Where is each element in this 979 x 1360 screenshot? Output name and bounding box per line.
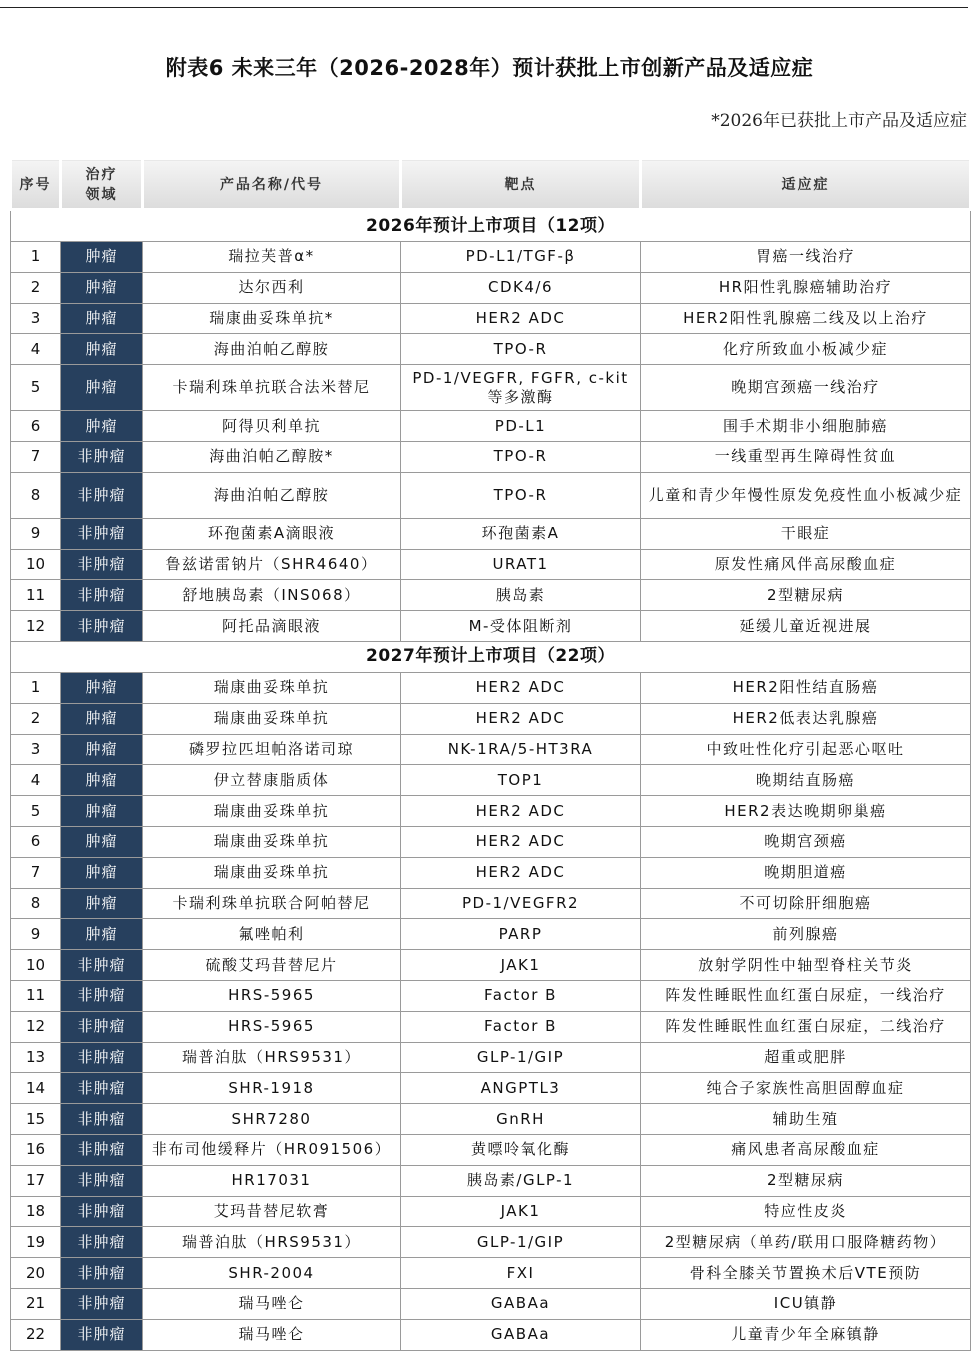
- product-name: 海曲泊帕乙醇胺*: [143, 441, 401, 472]
- indication: 化疗所致血小板减少症: [641, 334, 971, 365]
- target: 胰岛素/GLP-1: [401, 1165, 641, 1196]
- approved-note: *2026年已获批上市产品及适应症: [711, 111, 967, 131]
- indication: 阵发性睡眠性血红蛋白尿症，二线治疗: [641, 1011, 971, 1042]
- indication: ICU镇静: [641, 1288, 971, 1319]
- table-row: [11, 888, 971, 919]
- indication: 2型糖尿病（单药/联用口服降糖药物）: [641, 1227, 971, 1258]
- therapeutic-area: 肿瘤: [61, 888, 143, 919]
- header-area-line2: 领域: [85, 187, 118, 203]
- target: NK-1RA/5-HT3RA: [401, 734, 641, 765]
- indication: 痛风患者高尿酸血症: [641, 1134, 971, 1165]
- product-name: 硫酸艾玛昔替尼片: [143, 950, 401, 981]
- therapeutic-area: 非肿瘤: [61, 1288, 143, 1319]
- product-name: 瑞普泊肽（HRS9531）: [143, 1042, 401, 1073]
- therapeutic-area: 非肿瘤: [61, 1319, 143, 1350]
- indication: 阵发性睡眠性血红蛋白尿症，一线治疗: [641, 980, 971, 1011]
- indication: HER2低表达乳腺癌: [641, 703, 971, 734]
- row-index: 1: [11, 672, 61, 703]
- product-name: 瑞康曲妥珠单抗: [143, 796, 401, 827]
- row-index: 14: [11, 1073, 61, 1104]
- row-index: 11: [11, 580, 61, 611]
- therapeutic-area: 非肿瘤: [61, 1011, 143, 1042]
- target: GABAa: [401, 1319, 641, 1350]
- row-index: 6: [11, 411, 61, 442]
- target: GnRH: [401, 1104, 641, 1135]
- row-index: 9: [11, 518, 61, 549]
- indication: 延缓儿童近视进展: [641, 611, 971, 642]
- indication: 前列腺癌: [641, 919, 971, 950]
- product-name: 瑞康曲妥珠单抗: [143, 672, 401, 703]
- table-row: [11, 1134, 971, 1165]
- product-name: 瑞康曲妥珠单抗: [143, 857, 401, 888]
- therapeutic-area: 肿瘤: [61, 703, 143, 734]
- product-name: SHR-1918: [143, 1073, 401, 1104]
- indication: 2型糖尿病: [641, 1165, 971, 1196]
- indication: 晚期宫颈癌: [641, 826, 971, 857]
- indication: 晚期结直肠癌: [641, 765, 971, 796]
- row-index: 19: [11, 1227, 61, 1258]
- target: PD-L1: [401, 411, 641, 442]
- therapeutic-area: 非肿瘤: [61, 1042, 143, 1073]
- product-name: 卡瑞利珠单抗联合法米替尼: [143, 365, 401, 411]
- section-header-row: [11, 210, 971, 242]
- row-index: 13: [11, 1042, 61, 1073]
- table-row: [11, 303, 971, 334]
- target: M-受体阻断剂: [401, 611, 641, 642]
- row-index: 3: [11, 734, 61, 765]
- header-area-line1: 治疗: [85, 167, 118, 183]
- target: PD-1/VEGFR2: [401, 888, 641, 919]
- indication: 特应性皮炎: [641, 1196, 971, 1227]
- indication: 晚期胆道癌: [641, 857, 971, 888]
- table-row: [11, 272, 971, 303]
- section-header-row: [11, 641, 971, 672]
- indication: 放射学阴性中轴型脊柱关节炎: [641, 950, 971, 981]
- indication: 原发性痛风伴高尿酸血症: [641, 549, 971, 580]
- therapeutic-area: 肿瘤: [61, 734, 143, 765]
- therapeutic-area: 非肿瘤: [61, 1196, 143, 1227]
- row-index: 4: [11, 334, 61, 365]
- therapeutic-area: 非肿瘤: [61, 1134, 143, 1165]
- target: PD-1/VEGFR, FGFR, c-kit等多激酶: [401, 365, 641, 411]
- therapeutic-area: 非肿瘤: [61, 518, 143, 549]
- product-table: [9, 157, 972, 1351]
- indication: HER2阳性乳腺癌二线及以上治疗: [641, 303, 971, 334]
- therapeutic-area: 肿瘤: [61, 365, 143, 411]
- table-row: [11, 734, 971, 765]
- target: Factor B: [401, 980, 641, 1011]
- product-name: 瑞康曲妥珠单抗: [143, 826, 401, 857]
- indication: 辅助生殖: [641, 1104, 971, 1135]
- therapeutic-area: 非肿瘤: [61, 1227, 143, 1258]
- target: 黄嘌呤氧化酶: [401, 1134, 641, 1165]
- table-row: [11, 1196, 971, 1227]
- table-row: [11, 1073, 971, 1104]
- table-row: [11, 1258, 971, 1289]
- table-row: [11, 826, 971, 857]
- target: CDK4/6: [401, 272, 641, 303]
- product-name: 卡瑞利珠单抗联合阿帕替尼: [143, 888, 401, 919]
- therapeutic-area: 非肿瘤: [61, 441, 143, 472]
- therapeutic-area: 肿瘤: [61, 303, 143, 334]
- target: PARP: [401, 919, 641, 950]
- therapeutic-area: 肿瘤: [61, 796, 143, 827]
- target: TPO-R: [401, 441, 641, 472]
- product-name: 瑞马唑仑: [143, 1319, 401, 1350]
- target: FXI: [401, 1258, 641, 1289]
- target: HER2 ADC: [401, 826, 641, 857]
- table-row: [11, 1227, 971, 1258]
- row-index: 6: [11, 826, 61, 857]
- product-name: 瑞康曲妥珠单抗: [143, 703, 401, 734]
- indication: 不可切除肝细胞癌: [641, 888, 971, 919]
- target: GLP-1/GIP: [401, 1227, 641, 1258]
- product-name: 伊立替康脂质体: [143, 765, 401, 796]
- target: 环孢菌素A: [401, 518, 641, 549]
- table-row: [11, 411, 971, 442]
- section-title: 2027年预计上市项目（22项）: [11, 641, 971, 672]
- target: GLP-1/GIP: [401, 1042, 641, 1073]
- row-index: 7: [11, 441, 61, 472]
- row-index: 10: [11, 549, 61, 580]
- product-name: 达尔西利: [143, 272, 401, 303]
- indication: 一线重型再生障碍性贫血: [641, 441, 971, 472]
- table-header-row: [11, 159, 971, 210]
- indication: 儿童青少年全麻镇静: [641, 1319, 971, 1350]
- therapeutic-area: 肿瘤: [61, 334, 143, 365]
- row-index: 5: [11, 796, 61, 827]
- table-row: [11, 549, 971, 580]
- product-name: 鲁兹诺雷钠片（SHR4640）: [143, 549, 401, 580]
- table-row: [11, 950, 971, 981]
- therapeutic-area: 非肿瘤: [61, 1258, 143, 1289]
- table-row: [11, 334, 971, 365]
- product-name: 环孢菌素A滴眼液: [143, 518, 401, 549]
- table-row: [11, 1011, 971, 1042]
- indication: 干眼症: [641, 518, 971, 549]
- therapeutic-area: 非肿瘤: [61, 611, 143, 642]
- target: PD-L1/TGF-β: [401, 242, 641, 273]
- product-name: SHR-2004: [143, 1258, 401, 1289]
- therapeutic-area: 非肿瘤: [61, 549, 143, 580]
- row-index: 20: [11, 1258, 61, 1289]
- row-index: 10: [11, 950, 61, 981]
- table-row: [11, 703, 971, 734]
- target: HER2 ADC: [401, 796, 641, 827]
- row-index: 12: [11, 611, 61, 642]
- table-row: [11, 611, 971, 642]
- table-row: [11, 441, 971, 472]
- row-index: 8: [11, 888, 61, 919]
- target: HER2 ADC: [401, 857, 641, 888]
- target: HER2 ADC: [401, 303, 641, 334]
- therapeutic-area: 肿瘤: [61, 919, 143, 950]
- product-name: 阿得贝利单抗: [143, 411, 401, 442]
- therapeutic-area: 肿瘤: [61, 411, 143, 442]
- therapeutic-area: 肿瘤: [61, 272, 143, 303]
- product-name: 瑞拉芙普α*: [143, 242, 401, 273]
- product-name: 海曲泊帕乙醇胺: [143, 334, 401, 365]
- therapeutic-area: 非肿瘤: [61, 950, 143, 981]
- product-name: HR17031: [143, 1165, 401, 1196]
- section-title: 2026年预计上市项目（12项）: [11, 210, 971, 242]
- row-index: 21: [11, 1288, 61, 1319]
- therapeutic-area: 肿瘤: [61, 857, 143, 888]
- therapeutic-area: 非肿瘤: [61, 580, 143, 611]
- product-name: 瑞马唑仑: [143, 1288, 401, 1319]
- therapeutic-area: 非肿瘤: [61, 1073, 143, 1104]
- table-row: [11, 472, 971, 518]
- table-row: [11, 242, 971, 273]
- row-index: 1: [11, 242, 61, 273]
- row-index: 15: [11, 1104, 61, 1135]
- target: ANGPTL3: [401, 1073, 641, 1104]
- table-row: [11, 672, 971, 703]
- indication: 儿童和青少年慢性原发免疫性血小板减少症: [641, 472, 971, 518]
- row-index: 12: [11, 1011, 61, 1042]
- product-name: 阿托品滴眼液: [143, 611, 401, 642]
- indication: HR阳性乳腺癌辅助治疗: [641, 272, 971, 303]
- product-name: HRS-5965: [143, 1011, 401, 1042]
- target: TPO-R: [401, 472, 641, 518]
- product-name: 磷罗拉匹坦帕洛诺司琼: [143, 734, 401, 765]
- target: HER2 ADC: [401, 672, 641, 703]
- product-name: 瑞康曲妥珠单抗*: [143, 303, 401, 334]
- target: 胰岛素: [401, 580, 641, 611]
- table-row: [11, 518, 971, 549]
- table-row: [11, 1165, 971, 1196]
- row-index: 18: [11, 1196, 61, 1227]
- indication: 骨科全膝关节置换术后VTE预防: [641, 1258, 971, 1289]
- table-row: [11, 580, 971, 611]
- target: JAK1: [401, 1196, 641, 1227]
- row-index: 7: [11, 857, 61, 888]
- therapeutic-area: 非肿瘤: [61, 980, 143, 1011]
- table-row: [11, 1104, 971, 1135]
- row-index: 8: [11, 472, 61, 518]
- indication: 围手术期非小细胞肺癌: [641, 411, 971, 442]
- table-row: [11, 796, 971, 827]
- product-name: HRS-5965: [143, 980, 401, 1011]
- target: URAT1: [401, 549, 641, 580]
- row-index: 16: [11, 1134, 61, 1165]
- row-index: 2: [11, 272, 61, 303]
- indication: HER2阳性结直肠癌: [641, 672, 971, 703]
- header-name: 产品名称/代号: [143, 159, 401, 210]
- table-row: [11, 980, 971, 1011]
- table-row: [11, 365, 971, 411]
- row-index: 17: [11, 1165, 61, 1196]
- therapeutic-area: 肿瘤: [61, 242, 143, 273]
- indication: 超重或肥胖: [641, 1042, 971, 1073]
- product-name: 氟唑帕利: [143, 919, 401, 950]
- indication: 晚期宫颈癌一线治疗: [641, 365, 971, 411]
- row-index: 11: [11, 980, 61, 1011]
- product-name: 非布司他缓释片（HR091506）: [143, 1134, 401, 1165]
- target: Factor B: [401, 1011, 641, 1042]
- product-name: 艾玛昔替尼软膏: [143, 1196, 401, 1227]
- product-name: SHR7280: [143, 1104, 401, 1135]
- indication: 中致吐性化疗引起恶心呕吐: [641, 734, 971, 765]
- table-row: [11, 1042, 971, 1073]
- top-rule: [0, 7, 968, 8]
- indication: 胃癌一线治疗: [641, 242, 971, 273]
- table-row: [11, 765, 971, 796]
- table-row: [11, 857, 971, 888]
- header-indication: 适应症: [641, 159, 971, 210]
- table-body: [11, 210, 971, 1351]
- header-idx: 序号: [11, 159, 61, 210]
- table-row: [11, 919, 971, 950]
- therapeutic-area: 肿瘤: [61, 826, 143, 857]
- table-row: [11, 1288, 971, 1319]
- target: GABAa: [401, 1288, 641, 1319]
- row-index: 2: [11, 703, 61, 734]
- indication: 纯合子家族性高胆固醇血症: [641, 1073, 971, 1104]
- indication: HER2表达晚期卵巢癌: [641, 796, 971, 827]
- row-index: 22: [11, 1319, 61, 1350]
- therapeutic-area: 肿瘤: [61, 765, 143, 796]
- therapeutic-area: 非肿瘤: [61, 1104, 143, 1135]
- row-index: 5: [11, 365, 61, 411]
- row-index: 9: [11, 919, 61, 950]
- page-title: 附表6 未来三年（2026-2028年）预计获批上市创新产品及适应症: [165, 56, 814, 80]
- product-name: 瑞普泊肽（HRS9531）: [143, 1227, 401, 1258]
- indication: 2型糖尿病: [641, 580, 971, 611]
- therapeutic-area: 非肿瘤: [61, 1165, 143, 1196]
- target: JAK1: [401, 950, 641, 981]
- row-index: 3: [11, 303, 61, 334]
- product-name: 舒地胰岛素（INS068）: [143, 580, 401, 611]
- target: TPO-R: [401, 334, 641, 365]
- target: HER2 ADC: [401, 703, 641, 734]
- therapeutic-area: 非肿瘤: [61, 472, 143, 518]
- therapeutic-area: 肿瘤: [61, 672, 143, 703]
- row-index: 4: [11, 765, 61, 796]
- table-row: [11, 1319, 971, 1350]
- target: TOP1: [401, 765, 641, 796]
- header-target: 靶点: [401, 159, 641, 210]
- header-area: [61, 159, 143, 210]
- product-name: 海曲泊帕乙醇胺: [143, 472, 401, 518]
